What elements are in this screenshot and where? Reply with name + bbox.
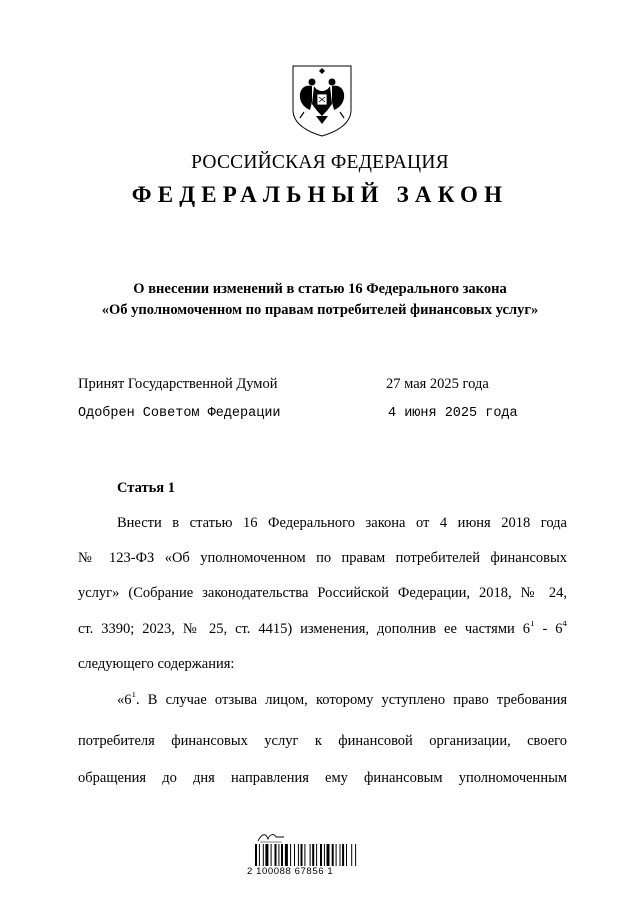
body-line: услуг» (Собрание законодательства Российской Федерации, 2018, № 24, [78,585,567,601]
barcode-bar [285,844,288,866]
body-line: обращения до дня направления ему финансовым уполномоченным [78,770,567,786]
duma-adoption-label: Принят Государственной Думой [78,376,278,392]
russian-coat-of-arms-icon [290,64,354,138]
quote-open: «6 [117,692,132,708]
law-title-line: О внесении изменений в статью 16 Федерального закона [133,281,507,297]
body-line: потребителя финансовых услуг к финансовой организации, своего [78,733,567,749]
barcode-bar [275,844,277,866]
body-line: Внести в статью 16 Федерального закона от 4 июня 2018 года [117,515,567,531]
quote-part-number: 1 [131,692,136,700]
body-line-text: ст. 3390; 2023, № 25, ст. 4415) изменения, дополнив ее частями 6 [78,621,530,637]
body-line [78,621,567,638]
quote-text: . В случае отзыва лицом, которому уступлено право требования [136,692,567,708]
barcode-bar [327,844,330,866]
barcode-bar [263,844,264,866]
barcode-bar [271,844,272,866]
law-title [60,279,580,321]
part-number-to: 4 [562,621,567,629]
barcode-bar [304,844,305,866]
barcode-bar [290,844,291,866]
council-approval-label: Одобрен Советом Федерации [78,406,281,421]
barcode-bar [298,844,299,866]
barcode-bar [278,844,279,866]
body-line [117,692,567,709]
barcode-bar [320,844,322,866]
council-approval-date: 4 июня 2025 года [388,406,518,421]
stamp-mark-icon [256,831,286,843]
barcode-bar [324,844,325,866]
barcode-bar [312,844,314,866]
barcode-bar [255,844,257,866]
barcode-bar [346,844,347,866]
barcode-bar [342,844,344,866]
barcode-bar [294,844,295,866]
document-type: ФЕДЕРАЛЬНЫЙ ЗАКОН [131,182,509,207]
barcode-bar [340,844,341,866]
part-range-dash: - 6 [534,621,563,637]
barcode-bar [281,844,283,866]
law-title-line: «Об уполномоченном по правам потребителей финансовых услуг» [101,302,539,318]
barcode-bar [259,844,260,866]
barcode-number: 2 100088 67856 1 [247,866,334,877]
body-line: следующего содержания: [78,656,235,672]
body-line: № 123-ФЗ «Об уполномоченном по правам потребителей финансовых [78,550,567,566]
barcode-bar [265,844,268,866]
duma-adoption-date: 27 мая 2025 года [386,376,489,392]
barcode-bar [301,844,303,866]
part-number-from: 1 [529,621,535,629]
barcode-bar [351,844,352,866]
barcode-bar [316,844,317,866]
barcode-bar [332,844,334,866]
barcode-bar [336,844,337,866]
barcode-bar [310,844,311,866]
barcode-bar [355,844,356,866]
article-heading: Статья 1 [117,480,175,496]
country-name: РОССИЙСКАЯ ФЕДЕРАЦИЯ [191,152,449,173]
